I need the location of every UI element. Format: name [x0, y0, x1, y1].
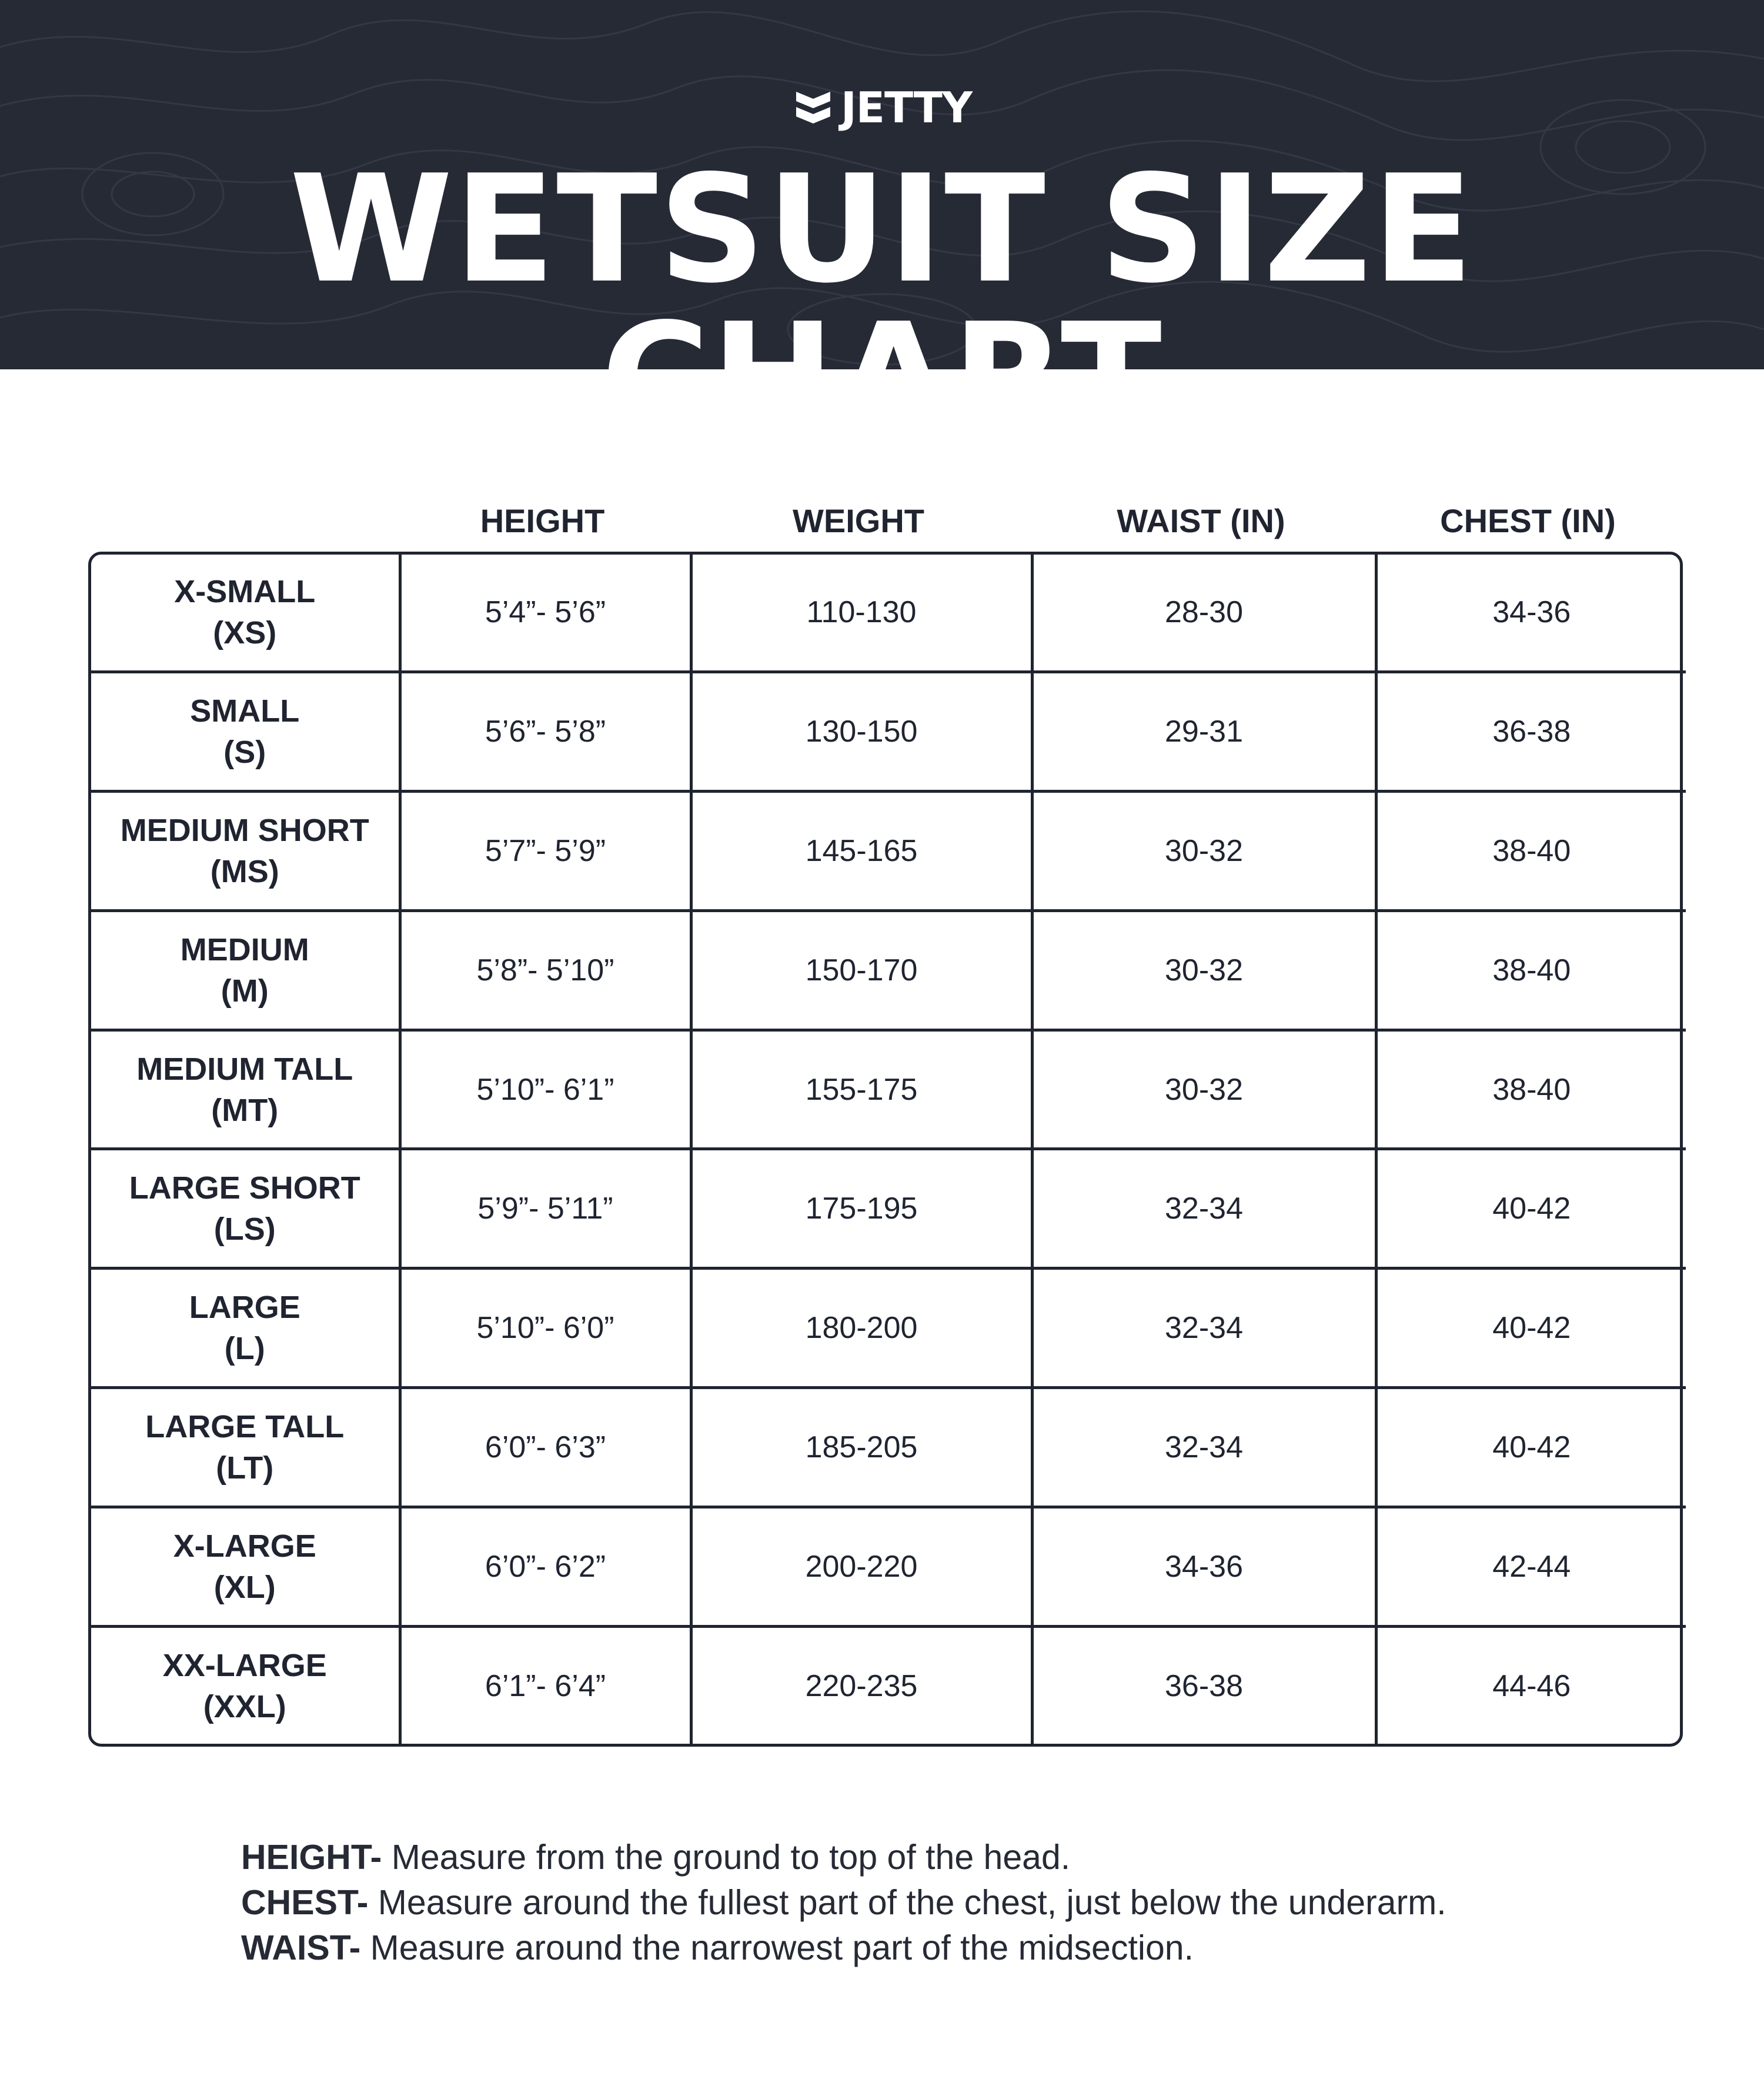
weight-cell: 185-205 [691, 1388, 1032, 1507]
page-title: WETSUIT SIZE CHART [289, 143, 1475, 464]
size-cell [91, 791, 400, 910]
table-row [91, 555, 1686, 672]
weight-cell: 200-220 [691, 1507, 1032, 1627]
waist-cell: 32-34 [1032, 1149, 1376, 1269]
size-cell [91, 555, 400, 672]
chest-cell: 42-44 [1376, 1507, 1686, 1627]
chest-cell: 40-42 [1376, 1388, 1686, 1507]
waist-cell: 30-32 [1032, 791, 1376, 910]
height-cell: 5’8”- 5’10” [400, 910, 691, 1030]
size-cell [91, 672, 400, 791]
height-cell: 5’10”- 6’1” [400, 1030, 691, 1149]
waist-cell: 34-36 [1032, 1507, 1376, 1627]
note-waist: WAIST- Measure around the narrowest part of the midsection. [241, 1928, 1194, 1967]
weight-cell: 150-170 [691, 910, 1032, 1030]
size-code: (LS) [213, 1211, 276, 1247]
chest-cell: 40-42 [1376, 1149, 1686, 1269]
waist-cell: 30-32 [1032, 910, 1376, 1030]
size-cell [91, 1269, 400, 1388]
column-header-chest: CHEST (IN) [1440, 502, 1616, 539]
height-cell: 6’1”- 6’4” [400, 1627, 691, 1744]
height-cell: 5’7”- 5’9” [400, 791, 691, 910]
size-code: (MT) [211, 1092, 279, 1128]
size-cell [91, 910, 400, 1030]
column-header-weight: WEIGHT [793, 502, 924, 539]
size-name: X-SMALL [174, 574, 316, 610]
waist-cell: 29-31 [1032, 672, 1376, 791]
height-cell: 6’0”- 6’3” [400, 1388, 691, 1507]
size-code: (L) [224, 1331, 265, 1367]
size-cell [91, 1627, 400, 1744]
weight-cell: 155-175 [691, 1030, 1032, 1149]
size-code: (S) [223, 734, 266, 770]
size-name: XX-LARGE [162, 1647, 327, 1683]
weight-cell: 130-150 [691, 672, 1032, 791]
header-banner [0, 0, 1764, 464]
table-row [91, 1627, 1686, 1744]
weight-cell: 175-195 [691, 1149, 1032, 1269]
chevron-stack-icon [794, 89, 833, 126]
size-code: (LT) [216, 1450, 274, 1486]
size-name: MEDIUM SHORT [120, 812, 369, 848]
size-name: LARGE SHORT [129, 1170, 360, 1206]
chest-cell: 38-40 [1376, 910, 1686, 1030]
size-code: (M) [220, 973, 269, 1009]
height-cell: 5’6”- 5’8” [400, 672, 691, 791]
table-column-headers [0, 497, 1764, 544]
brand-logo [794, 83, 972, 132]
size-name: LARGE [189, 1290, 300, 1326]
size-name: MEDIUM [180, 932, 309, 967]
size-cell [91, 1507, 400, 1627]
column-header-height: HEIGHT [480, 502, 605, 539]
table-row [91, 910, 1686, 1030]
chest-cell: 40-42 [1376, 1269, 1686, 1388]
weight-cell: 110-130 [691, 555, 1032, 672]
chest-cell: 38-40 [1376, 1030, 1686, 1149]
waist-cell: 30-32 [1032, 1030, 1376, 1149]
measurement-notes [241, 1835, 1711, 1971]
size-name: X-LARGE [173, 1528, 316, 1564]
waist-cell: 32-34 [1032, 1388, 1376, 1507]
waist-cell: 28-30 [1032, 555, 1376, 672]
waist-cell: 32-34 [1032, 1269, 1376, 1388]
size-cell [91, 1030, 400, 1149]
weight-cell: 220-235 [691, 1627, 1032, 1744]
size-cell [91, 1149, 400, 1269]
height-cell: 5’10”- 6’0” [400, 1269, 691, 1388]
chest-cell: 36-38 [1376, 672, 1686, 791]
size-name: MEDIUM TALL [136, 1051, 353, 1087]
weight-cell: 145-165 [691, 791, 1032, 910]
height-cell: 5’9”- 5’11” [400, 1149, 691, 1269]
table-row [91, 1507, 1686, 1627]
chest-cell: 38-40 [1376, 791, 1686, 910]
table-row [91, 1030, 1686, 1149]
note-chest: CHEST- Measure around the fullest part of the chest, just below the underarm. [241, 1883, 1446, 1922]
chest-cell: 44-46 [1376, 1627, 1686, 1744]
table-row [91, 1149, 1686, 1269]
brand-logo-text: JETTY [841, 83, 972, 132]
column-header-waist: WAIST (IN) [1117, 502, 1285, 539]
table-row [91, 1269, 1686, 1388]
height-cell: 6’0”- 6’2” [400, 1507, 691, 1627]
note-height: HEIGHT- Measure from the ground to top of the head. [241, 1838, 1071, 1877]
table-row [91, 672, 1686, 791]
size-table [88, 552, 1683, 1747]
size-code: (XS) [213, 615, 277, 651]
size-name: SMALL [190, 693, 300, 729]
size-code: (XXL) [203, 1688, 286, 1724]
size-code: (MS) [210, 853, 279, 889]
weight-cell: 180-200 [691, 1269, 1032, 1388]
size-code: (XL) [213, 1570, 276, 1606]
table-row [91, 791, 1686, 910]
table-row [91, 1388, 1686, 1507]
size-cell [91, 1388, 400, 1507]
size-name: LARGE TALL [145, 1409, 345, 1445]
chest-cell: 34-36 [1376, 555, 1686, 672]
waist-cell: 36-38 [1032, 1627, 1376, 1744]
height-cell: 5’4”- 5’6” [400, 555, 691, 672]
